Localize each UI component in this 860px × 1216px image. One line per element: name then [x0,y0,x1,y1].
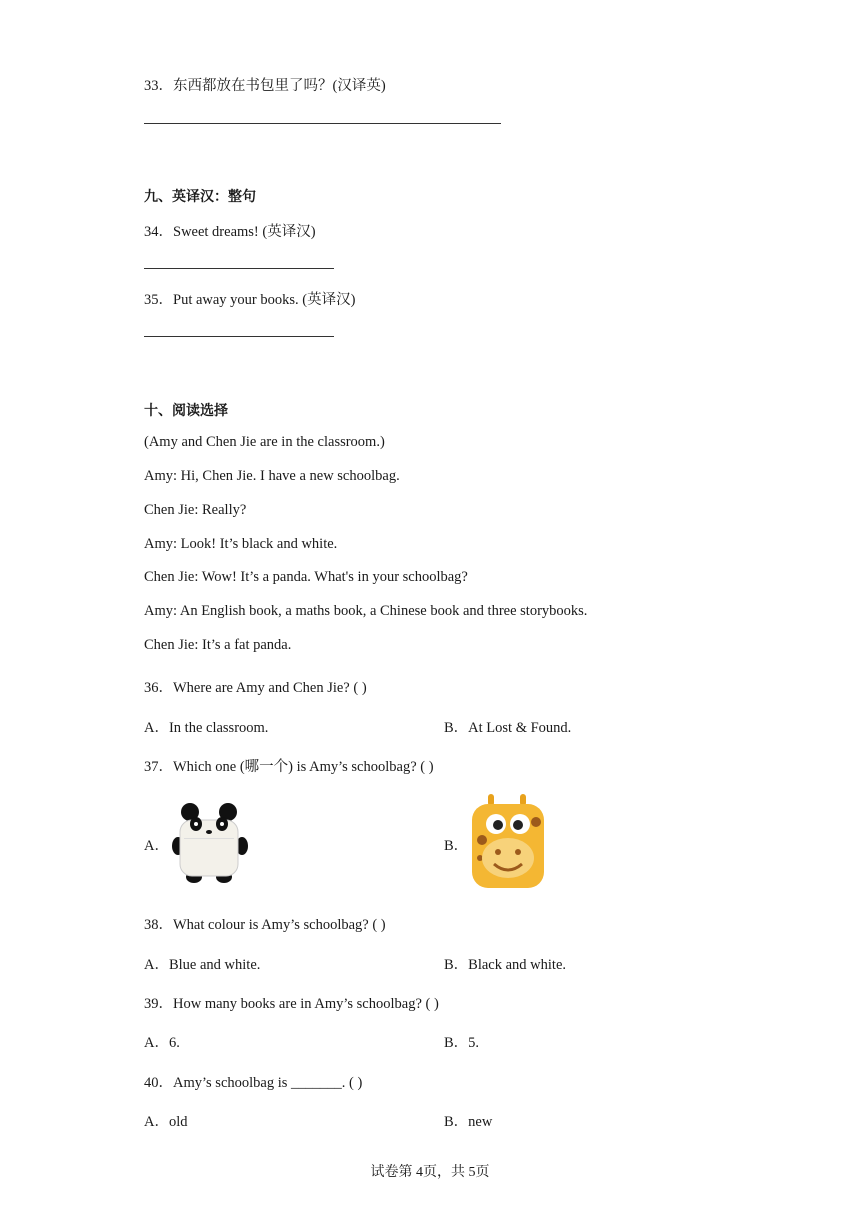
question-34: 34．Sweet dreams! (英译汉) [144,224,316,240]
passage-line: Amy: Hi, Chen Jie. I have a new schoolbag. [144,468,400,484]
section-9-title: 九、英译汉：整句 [144,189,256,205]
question-33: 33．东西都放在书包里了吗？(汉译英) [144,78,386,94]
question-35: 35．Put away your books. (英译汉) [144,292,356,308]
passage-line: Chen Jie: Really? [144,502,247,518]
option-36-b[interactable]: B．At Lost & Found. [444,720,572,736]
option-39-b[interactable]: B．5. [444,1035,480,1051]
answer-line-34 [144,268,334,269]
passage-line: Chen Jie: It’s a fat panda. [144,637,292,653]
option-38-a[interactable]: A．Blue and white. [144,957,261,973]
option-36-a[interactable]: A．In the classroom. [144,720,269,736]
option-38-b[interactable]: B．Black and white. [444,957,567,973]
passage-line: Amy: Look! It’s black and white. [144,536,338,552]
panda-backpack-icon [170,798,250,886]
answer-line-35 [144,336,334,337]
answer-line-33 [144,123,501,124]
option-37-a[interactable]: A． [144,838,169,854]
option-40-a[interactable]: A．old [144,1114,188,1130]
option-39-a[interactable]: A．6. [144,1035,180,1051]
question-36: 36．Where are Amy and Chen Jie? ( ) [144,680,367,696]
question-40: 40．Amy’s schoolbag is _______. ( ) [144,1075,363,1091]
section-10-title: 十、阅读选择 [144,403,228,419]
giraffe-backpack-icon [468,792,548,890]
option-40-b[interactable]: B．new [444,1114,493,1130]
question-37: 37．Which one (哪一个) is Amy’s schoolbag? ( ) [144,759,434,775]
passage-line: Amy: An English book, a maths book, a Chinese book and three storybooks. [144,603,588,619]
passage-line: (Amy and Chen Jie are in the classroom.) [144,434,385,450]
question-39: 39．How many books are in Amy’s schoolbag? ( ) [144,996,439,1012]
passage-line: Chen Jie: Wow! It’s a panda. What's in your schoolbag? [144,569,468,585]
page-footer: 试卷第 4页，共 5页 [370,1165,490,1180]
question-38: 38．What colour is Amy’s schoolbag? ( ) [144,917,386,933]
option-37-b[interactable]: B． [444,838,469,854]
